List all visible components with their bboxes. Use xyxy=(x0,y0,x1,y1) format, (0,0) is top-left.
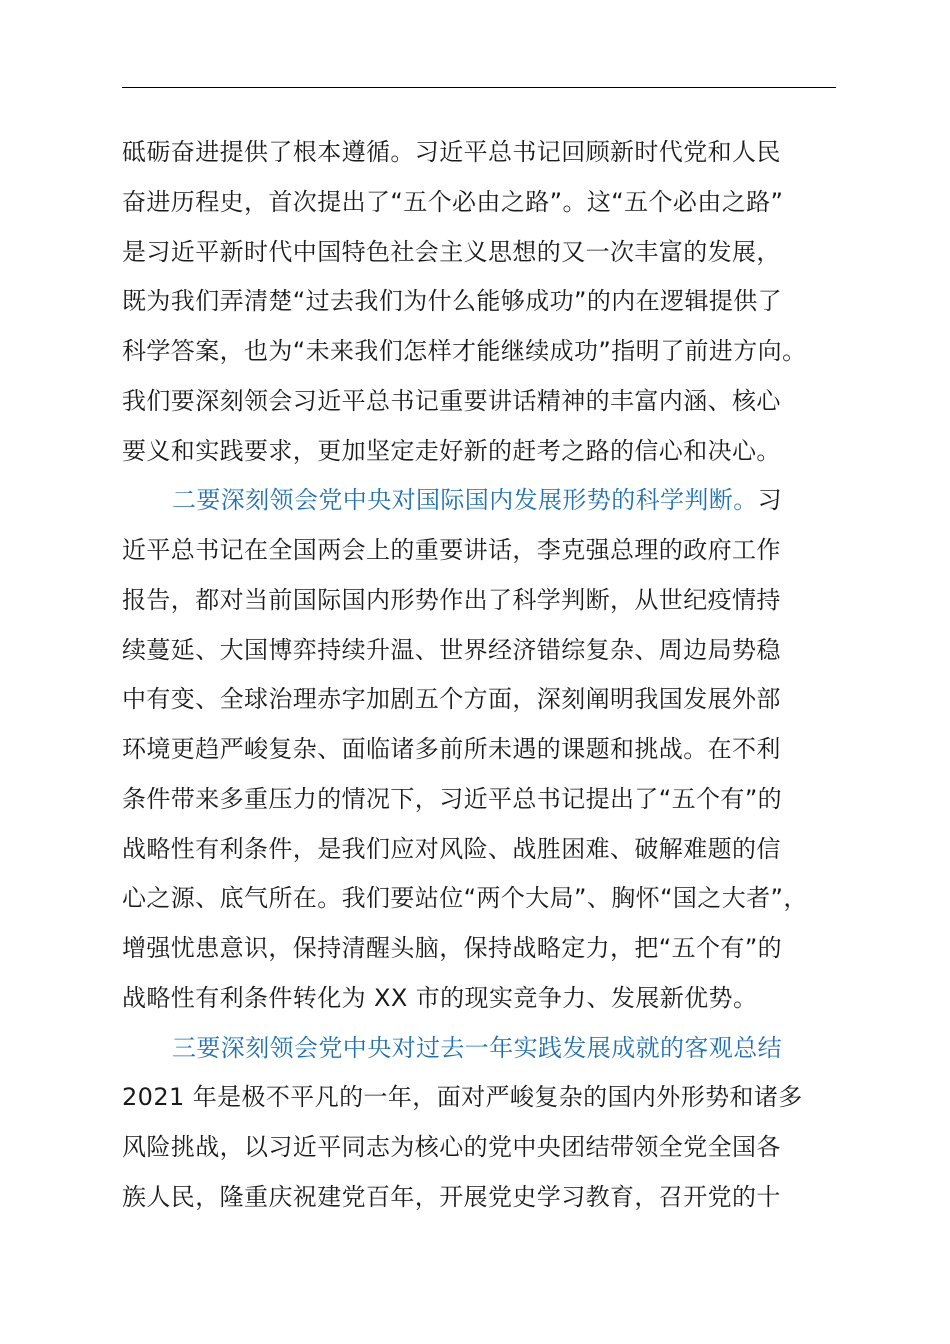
text-line: 我们要深刻领会习近平总书记重要讲话精神的丰富内涵、核心 xyxy=(122,386,781,415)
section-2-heading: 二要深刻领会党中央对国际国内发展形势的科学判断。 xyxy=(172,486,758,515)
text-line: 要义和实践要求，更加坚定走好新的赶考之路的信心和决心。 xyxy=(122,436,781,465)
text-line: 战略性有利条件，是我们应对风险、战胜困难、破解难题的信 xyxy=(122,834,781,863)
text-line: 2021 年是极不平凡的一年，面对严峻复杂的国内外形势和诸多 xyxy=(122,1083,803,1112)
text-line: 砥砺奋进提供了根本遵循。习近平总书记回顾新时代党和人民 xyxy=(122,138,781,166)
section-3 xyxy=(122,1024,842,1223)
section-2-first-line xyxy=(122,476,842,526)
text-line: 增强忧患意识，保持清醒头脑，保持战略定力，把“五个有”的 xyxy=(122,934,783,962)
text-line: 条件带来多重压力的情况下，习近平总书记提出了“五个有”的 xyxy=(122,784,783,813)
paragraph-1 xyxy=(122,128,842,476)
text-line: 战略性有利条件转化为 XX 市的现实竞争力、发展新优势。 xyxy=(122,983,758,1012)
section-2 xyxy=(122,476,842,1023)
section-2-first-line-tail: 习 xyxy=(757,486,783,515)
text-line: 是习近平新时代中国特色社会主义思想的又一次丰富的发展， xyxy=(122,237,781,266)
text-line: 既为我们弄清楚“过去我们为什么能够成功”的内在逻辑提供了 xyxy=(122,287,783,316)
text-line: 风险挑战，以习近平同志为核心的党中央团结带领全党全国各 xyxy=(122,1133,781,1161)
text-line: 续蔓延、大国博弈持续升温、世界经济错综复杂、周边局势稳 xyxy=(122,635,781,664)
text-line: 环境更趋严峻复杂、面临诸多前所未遇的课题和挑战。在不利 xyxy=(122,735,781,763)
document-body xyxy=(122,128,842,1223)
text-line: 近平总书记在全国两会上的重要讲话，李克强总理的政府工作 xyxy=(122,536,781,564)
text-line: 科学答案，也为“未来我们怎样才能继续成功”指明了前进方向。 xyxy=(122,337,807,365)
text-line: 族人民，隆重庆祝建党百年，开展党史学习教育，召开党的十 xyxy=(122,1182,781,1211)
header-rule xyxy=(122,87,836,88)
text-line: 中有变、全球治理赤字加剧五个方面，深刻阐明我国发展外部 xyxy=(122,685,781,714)
text-line: 报告，都对当前国际国内形势作出了科学判断，从世纪疫情持 xyxy=(122,585,781,614)
section-3-heading: 三要深刻领会党中央对过去一年实践发展成就的客观总结 xyxy=(172,1033,782,1062)
text-line: 奋进历程史，首次提出了“五个必由之路”。这“五个必由之路” xyxy=(122,187,784,216)
text-line: 心之源、底气所在。我们要站位“两个大局”、胸怀“国之大者”， xyxy=(122,884,808,913)
